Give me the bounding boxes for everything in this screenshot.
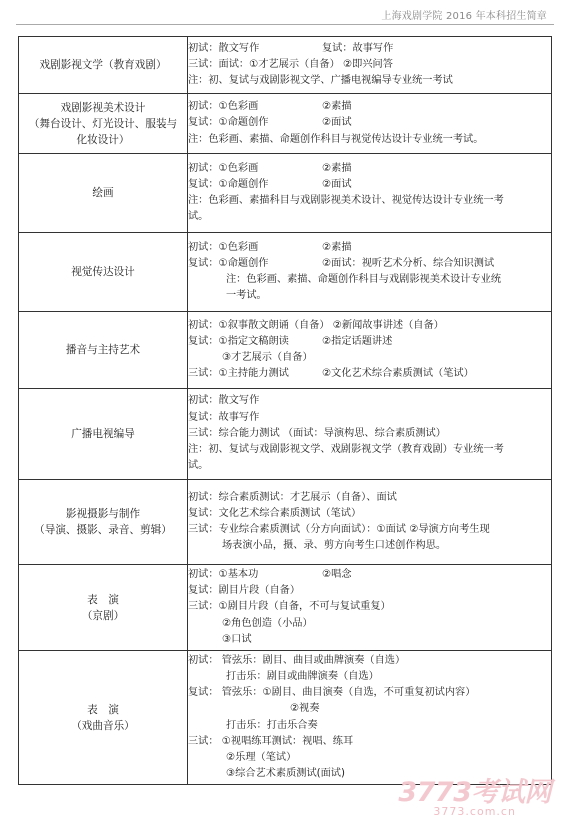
exam-item: 复试：文化艺术综合素质测试（笔试） <box>188 507 362 519</box>
exam-detail-line <box>188 193 551 209</box>
exam-item-second: ②素描 <box>322 162 352 174</box>
exam-table <box>18 36 552 785</box>
exam-detail-line <box>188 567 551 583</box>
major-name-cell <box>19 233 188 312</box>
exam-detail-line <box>188 256 551 272</box>
exam-item-second: ②唱念 <box>322 568 352 580</box>
exam-item: 打击乐：打击乐合奏 <box>226 719 318 731</box>
exam-item-second: ②指定话题讲述 <box>322 335 393 347</box>
exam-detail-line <box>188 538 551 554</box>
table-row <box>19 651 552 785</box>
exam-detail-cell <box>188 565 552 651</box>
exam-detail-cell <box>188 233 552 312</box>
table-row <box>19 565 552 651</box>
major-name-line: 戏剧影视文学（教育戏剧） <box>39 59 167 71</box>
exam-detail-line <box>188 506 551 522</box>
watermark-logo: 3773考试网 <box>398 777 551 808</box>
major-name-cell <box>19 312 188 389</box>
exam-item-second: ②面试：视听艺术分析、综合知识测试 <box>322 257 495 269</box>
exam-detail-line <box>188 458 551 474</box>
major-name-cell <box>19 565 188 651</box>
exam-detail-cell <box>188 94 552 154</box>
exam-detail-line <box>188 366 551 382</box>
major-name-line: 视觉传达设计 <box>71 266 135 278</box>
exam-detail-line <box>188 240 551 256</box>
page-header: 上海戏剧学院 2016 年本科招生简章 <box>381 11 547 22</box>
exam-detail-line <box>188 718 551 734</box>
table-row <box>19 37 552 94</box>
exam-item: 场表演小品，摄、录、剪方向考生口述创作构思。 <box>222 540 447 552</box>
major-name-line: 化妆设计） <box>76 133 130 146</box>
major-name-line: （戏曲音乐） <box>71 719 135 732</box>
major-name-line: 广播电视编导 <box>71 428 135 440</box>
exam-detail-line <box>188 73 551 89</box>
exam-item: 三试：①主持能力测试 <box>188 368 289 380</box>
major-name-line: 影视摄影与制作 <box>65 508 141 520</box>
exam-detail-line <box>188 318 551 334</box>
exam-detail-line <box>188 350 551 366</box>
exam-detail-line <box>188 132 551 148</box>
exam-item-second: 复试：故事写作 <box>322 42 394 54</box>
exam-item: 初试：综合素质测试：才艺展示（自备）、面试 <box>188 491 397 503</box>
exam-item: 复试：①命题创作 <box>188 117 269 129</box>
exam-item: 初试：①基本功 <box>188 568 259 580</box>
exam-item: 注：色彩画、素描、命题创作科目与视觉传达设计专业统一考试。 <box>188 133 484 145</box>
exam-detail-cell <box>188 312 552 389</box>
table-row <box>19 154 552 233</box>
exam-detail-cell <box>188 480 552 565</box>
exam-item: ②角色创造（小品） <box>222 617 313 629</box>
watermark-url: 3773.com.cn <box>433 805 516 818</box>
exam-item: 注：色彩画、素描、命题创作科目与戏剧影视美术设计专业统 <box>226 274 502 285</box>
exam-item: 注：色彩画、素描科目与戏剧影视美术设计、视觉传达设计专业统一考 <box>188 195 504 206</box>
major-name-line: 戏剧影视美术设计 <box>60 101 146 114</box>
exam-detail-line <box>188 334 551 350</box>
exam-detail-line <box>188 41 551 57</box>
exam-item: 三试：①剧目片段（自备，不可与复试重复） <box>188 601 391 613</box>
table-row <box>19 389 552 480</box>
major-name-cell <box>19 154 188 233</box>
exam-item: 打击乐：剧目或曲牌演奏（自选） <box>226 670 379 682</box>
exam-item: 三试：专业综合素质测试（分方向面试）：①面试 ②导演方向考生现 <box>188 524 490 535</box>
exam-detail-line <box>188 272 551 288</box>
major-name-line: 绘画 <box>92 187 114 199</box>
exam-detail-line <box>188 161 551 177</box>
exam-item: 试。 <box>188 211 209 223</box>
table-row <box>19 233 552 312</box>
exam-detail-line <box>188 583 551 599</box>
exam-item: ③口试 <box>222 633 252 645</box>
exam-detail-line <box>188 734 551 750</box>
exam-item: 初试：①色彩画 <box>188 241 259 253</box>
exam-detail-line <box>188 701 551 717</box>
exam-detail-line <box>188 426 551 442</box>
exam-item: ③综合艺术素质测试(面试) <box>226 768 345 780</box>
exam-detail-line <box>188 177 551 193</box>
exam-item: 初试：散文写作 <box>188 42 260 54</box>
exam-detail-line <box>188 669 551 685</box>
exam-item: 注：初、复试与戏剧影视文学、戏剧影视文学（教育戏剧）专业统一考 <box>188 444 504 456</box>
exam-item: 初试：散文写作 <box>188 395 260 407</box>
exam-item-second: ②素描 <box>322 101 352 113</box>
exam-item: 复试：①命题创作 <box>188 178 269 190</box>
exam-item: ②乐理（笔试） <box>226 751 297 763</box>
exam-detail-cell <box>188 389 552 480</box>
exam-item-second: ②素描 <box>322 241 352 253</box>
exam-detail-line <box>188 490 551 506</box>
exam-detail-line <box>188 442 551 458</box>
exam-detail-line <box>188 616 551 632</box>
exam-detail-cell <box>188 651 552 785</box>
table-row <box>19 312 552 389</box>
exam-item: 初试：①色彩画 <box>188 101 259 113</box>
exam-item: 三试：面试：①才艺展示（自备） ②即兴问答 <box>188 58 393 70</box>
table-row <box>19 94 552 154</box>
exam-detail-line <box>188 632 551 648</box>
exam-item: 复试： 管弦乐：①剧目、曲目演奏（自选，不可重复初试内容） <box>188 687 476 699</box>
major-name-cell <box>19 37 188 94</box>
exam-detail-line <box>188 685 551 701</box>
exam-item-second: ②面试 <box>322 178 352 190</box>
exam-item: 试。 <box>188 460 209 472</box>
exam-detail-cell <box>188 154 552 233</box>
exam-item: ③才艺展示（自备） <box>222 352 313 363</box>
major-name-cell <box>19 94 188 154</box>
header-rule <box>16 24 554 25</box>
exam-detail-cell <box>188 37 552 94</box>
exam-item: 复试：①命题创作 <box>188 257 269 269</box>
exam-item: 初试：①叙事散文朗诵（自备） ②新闻故事讲述（自备） <box>188 319 444 331</box>
watermark <box>398 770 551 818</box>
exam-item: 三试：综合能力测试 （面试：导演构思、综合素质测试） <box>188 427 446 439</box>
exam-detail-line <box>188 653 551 669</box>
exam-item: 初试： 管弦乐：剧目、曲目或曲牌演奏（自选） <box>188 654 406 666</box>
major-name-line: （京剧） <box>81 609 125 622</box>
exam-detail-line <box>188 393 551 409</box>
major-name-line: 表 演 <box>87 593 119 606</box>
exam-detail-line <box>188 410 551 426</box>
exam-item-second: ②面试 <box>322 117 352 129</box>
exam-item: 复试：①指定文稿朗读 <box>188 335 289 347</box>
major-name-cell <box>19 651 188 785</box>
major-name-line: （导演、摄影、录音、剪辑） <box>34 524 172 536</box>
exam-detail-line <box>188 288 551 304</box>
exam-detail-line <box>188 750 551 766</box>
exam-item: 三试： ①视唱练耳测试：视唱、练耳 <box>188 735 354 747</box>
exam-detail-line <box>188 209 551 225</box>
table-row <box>19 480 552 565</box>
exam-detail-line <box>188 57 551 73</box>
exam-item: 注：初、复试与戏剧影视文学、广播电视编导专业统一考试 <box>188 75 453 87</box>
exam-detail-line <box>188 99 551 115</box>
major-name-cell <box>19 389 188 480</box>
exam-item: 初试：①色彩画 <box>188 162 259 174</box>
exam-item: 一考试。 <box>226 290 267 302</box>
exam-detail-line <box>188 115 551 131</box>
exam-item: ②视奏 <box>290 703 320 715</box>
major-name-line: 播音与主持艺术 <box>65 344 141 356</box>
major-name-line: （舞台设计、灯光设计、服装与 <box>28 117 178 130</box>
exam-item: 复试：剧目片段（自备） <box>188 585 301 597</box>
exam-detail-line <box>188 522 551 538</box>
major-name-cell <box>19 480 188 565</box>
exam-detail-line <box>188 599 551 615</box>
major-name-line: 表 演 <box>87 703 119 716</box>
exam-item: 复试：故事写作 <box>188 411 260 423</box>
exam-item-second: ②文化艺术综合素质测试（笔试） <box>322 368 474 380</box>
